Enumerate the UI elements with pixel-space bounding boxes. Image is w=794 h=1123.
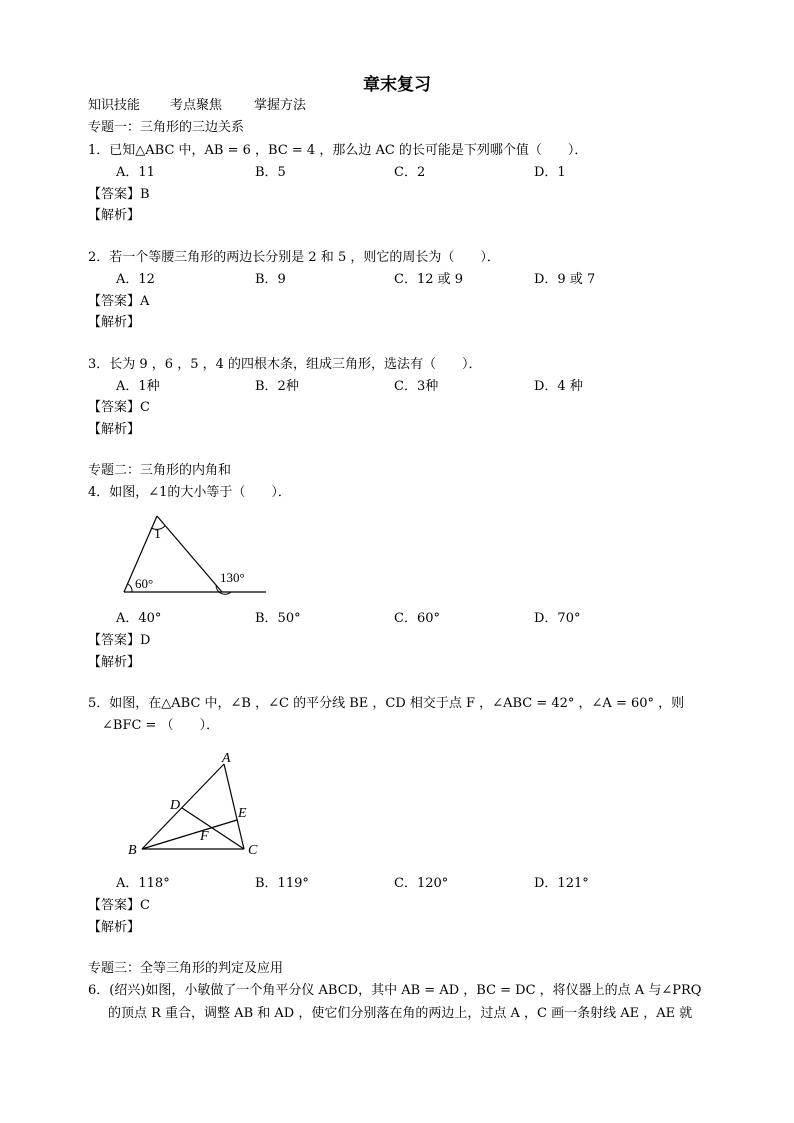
point-label-c: C [248, 843, 258, 858]
option-b: B．5 [255, 165, 286, 180]
option-c: C．3种 [394, 379, 439, 394]
option-d: D．121° [534, 876, 589, 891]
option-b: B．119° [255, 876, 309, 891]
analysis: 【解析】 [88, 315, 141, 330]
analysis: 【解析】 [88, 208, 141, 223]
answer: 【答案】C [88, 400, 150, 415]
angle-label-1: 1 [154, 527, 161, 542]
angle-label-130: 130° [220, 570, 245, 585]
question-stem: 1．已知△ABC 中，AB = 6 ，BC = 4 ，那么边 AC 的长可能是下列哪个值（ ）． [88, 143, 588, 158]
option-c: C．12 或 9 [394, 272, 464, 287]
option-a: A．11 [116, 165, 155, 180]
option-c: C．60° [394, 611, 440, 626]
option-a: A．1种 [116, 379, 160, 394]
nav-item-knowledge: 知识技能 [88, 98, 141, 113]
question-stem: 3．长为 9 ，6 ，5 ，4 的四根木条，组成三角形，选法有（ ）． [88, 357, 482, 372]
question-stem: 2．若一个等腰三角形的两边长分别是 2 和 5 ，则它的周长为（ ）． [88, 250, 500, 265]
answer: 【答案】B [88, 187, 150, 202]
bisector-cd [182, 808, 244, 849]
analysis: 【解析】 [88, 920, 141, 935]
analysis: 【解析】 [88, 422, 141, 437]
triangle-figure-q4 [110, 508, 280, 600]
option-a: A．12 [116, 272, 155, 287]
point-label-a: A [222, 751, 231, 766]
triangle-right-side [157, 516, 222, 592]
nav-item-methods: 掌握方法 [254, 98, 307, 113]
answer: 【答案】A [88, 294, 150, 309]
angle-130-arc [216, 585, 231, 594]
triangle-figure-q5 [120, 748, 270, 863]
option-d: D．9 或 7 [534, 272, 596, 287]
answer: 【答案】C [88, 898, 150, 913]
page-title: 章末复习 [363, 75, 431, 95]
option-b: B．50° [255, 611, 301, 626]
point-label-b: B [128, 843, 137, 858]
nav-item-focus: 考点聚焦 [170, 98, 223, 113]
option-d: D．4 种 [534, 379, 583, 394]
option-d: D．1 [534, 165, 566, 180]
angle-60-arc [128, 584, 132, 592]
option-a: A．118° [116, 876, 170, 891]
option-b: B．9 [255, 272, 286, 287]
option-c: C．120° [394, 876, 449, 891]
question-stem: 4．如图，∠1的大小等于（ ）． [88, 485, 291, 500]
option-d: D．70° [534, 611, 581, 626]
topic-heading: 专题二：三角形的内角和 [88, 463, 232, 478]
answer: 【答案】D [88, 633, 151, 648]
point-label-f: F [200, 829, 209, 844]
question-stem-continued: 的顶点 R 重合，调整 AB 和 AD ，使它们分别落在角的两边上，过点 A ，C 画一条射线 AE ，AE 就 [108, 1006, 693, 1021]
option-b: B．2种 [255, 379, 299, 394]
point-label-d: D [170, 798, 181, 813]
topic-heading: 专题三：全等三角形的判定及应用 [88, 961, 284, 976]
option-c: C．2 [394, 165, 426, 180]
question-stem: 6．(绍兴)如图，小敏做了一个角平分仪 ABCD，其中 AB = AD ，BC = DC ，将仪器上的点 A 与∠PRQ [88, 983, 702, 998]
analysis: 【解析】 [88, 655, 141, 670]
question-stem: 5．如图，在△ABC 中，∠B ，∠C 的平分线 BE ，CD 相交于点 F ，∠ABC = 42° ，∠A = 60° ，则 [88, 696, 685, 711]
angle-label-60: 60° [135, 576, 154, 591]
topic-heading: 专题一：三角形的三边关系 [88, 120, 245, 135]
point-label-e: E [238, 806, 247, 821]
question-stem-continued: ∠BFC = （ ）． [102, 718, 220, 733]
option-a: A．40° [116, 611, 162, 626]
